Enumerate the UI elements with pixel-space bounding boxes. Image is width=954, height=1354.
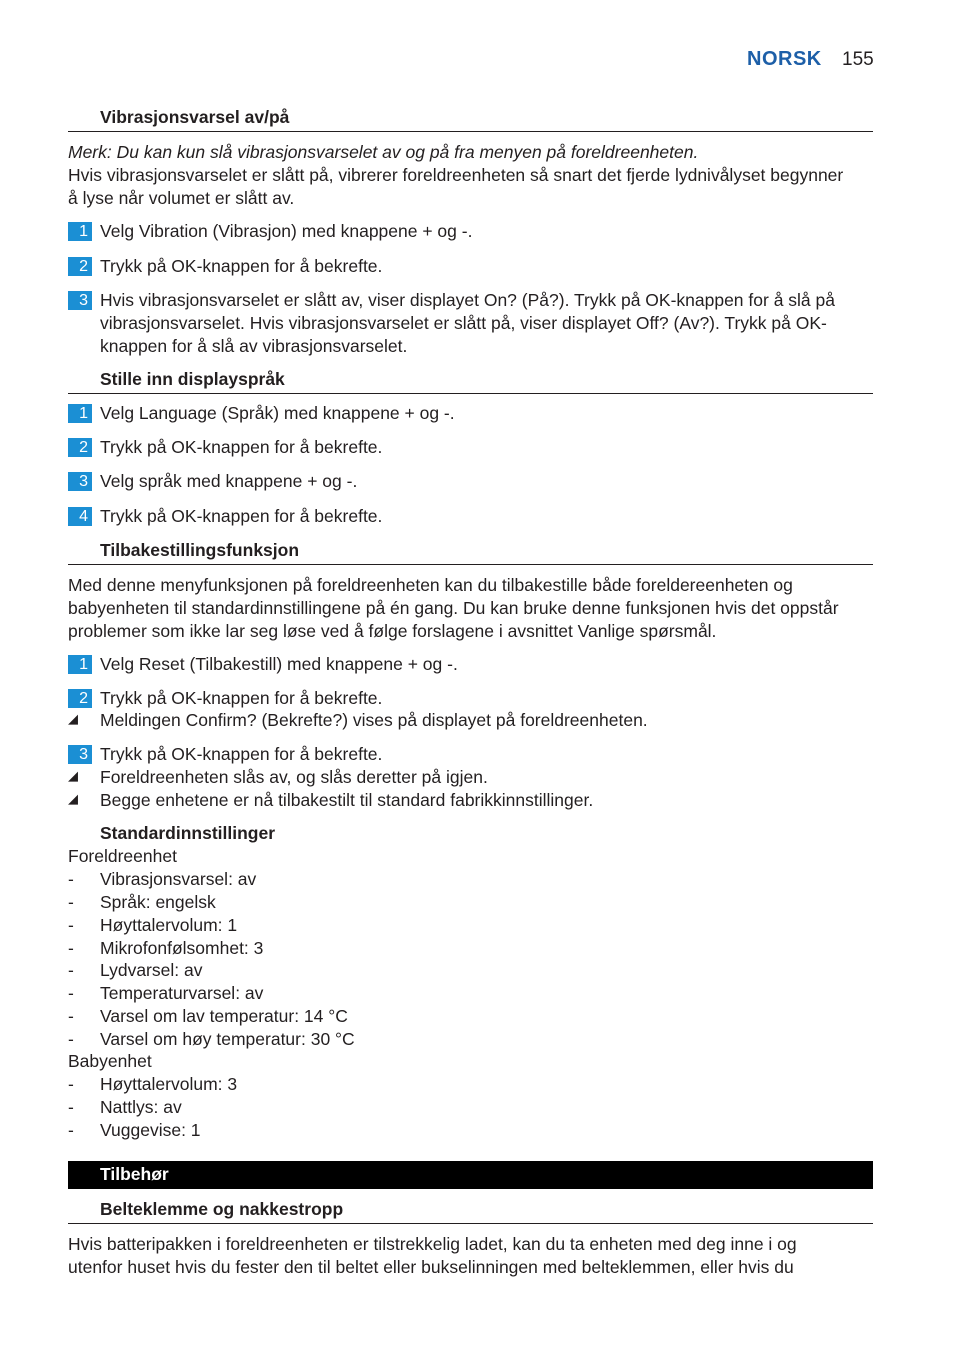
result-text: Meldingen Confirm? (Bekrefte?) vises på displayet på foreldreenheten. <box>100 710 648 730</box>
dash-marker: - <box>68 1074 74 1094</box>
vibration-intro <box>68 141 873 210</box>
dash-marker: - <box>68 960 74 980</box>
step-number: 4 <box>68 507 92 526</box>
list-item-text: Vibrasjonsvarsel: av <box>100 869 257 889</box>
step-number: 2 <box>68 689 92 708</box>
triangle-bullet-icon: ◢ <box>68 711 78 726</box>
triangle-bullet-icon: ◢ <box>68 768 78 783</box>
section-title-belt-clip: Belteklemme og nakkestropp <box>100 1199 344 1219</box>
intro-line: utenfor huset hvis du fester den til beltet eller bukselinningen med belteklemmen, eller hvis du <box>68 1257 794 1277</box>
accessories-intro <box>68 1233 873 1279</box>
step-text: Hvis vibrasjonsvarselet er slått av, viser displayet On? (På?). Trykk på OK-knappen for å slå på <box>100 290 835 310</box>
dash-marker: - <box>68 1120 74 1140</box>
step-text: Velg Reset (Tilbakestill) med knappene + og -. <box>100 654 458 674</box>
baby-unit-label: Babyenhet <box>68 1051 152 1071</box>
list-item-text: Varsel om lav temperatur: 14 °C <box>100 1006 348 1026</box>
reset-intro <box>68 574 873 643</box>
step-text: knappen for å slå av vibrasjonsvarselet. <box>100 336 408 356</box>
list-item-text: Vuggevise: 1 <box>100 1120 201 1140</box>
step-text: Velg Language (Språk) med knappene + og -. <box>100 403 455 423</box>
step-text: Trykk på OK-knappen for å bekrefte. <box>100 744 383 764</box>
dash-marker: - <box>68 869 74 889</box>
list-item-text: Høyttalervolum: 3 <box>100 1074 238 1094</box>
intro-line: Hvis vibrasjonsvarselet er slått på, vibrerer foreldreenheten så snart det fjerde lydnivålyset begynner <box>68 165 844 185</box>
result-text: Foreldreenheten slås av, og slås deretter på igjen. <box>100 767 488 787</box>
list-item-text: Høyttalervolum: 1 <box>100 915 238 935</box>
dash-marker: - <box>68 983 74 1003</box>
step-text: vibrasjonsvarselet. Hvis vibrasjonsvarselet er slått på, viser displayet Off? (Av?). Trykk på OK- <box>100 313 827 333</box>
step-number: 2 <box>68 257 92 276</box>
intro-line: å lyse når volumet er slått av. <box>68 188 295 208</box>
section-rule <box>68 1223 873 1224</box>
parent-unit-label: Foreldreenhet <box>68 846 177 866</box>
chapter-title: Tilbehør <box>100 1164 169 1184</box>
dash-marker: - <box>68 1006 74 1026</box>
dash-marker: - <box>68 915 74 935</box>
list-item-text: Nattlys: av <box>100 1097 182 1117</box>
page-number: 155 <box>842 49 874 70</box>
list-item-text: Temperaturvarsel: av <box>100 983 264 1003</box>
dash-marker: - <box>68 1097 74 1117</box>
list-item-text: Varsel om høy temperatur: 30 °C <box>100 1029 355 1049</box>
step-number: 3 <box>68 472 92 491</box>
intro-line: Med denne menyfunksjonen på foreldreenheten kan du tilbakestille både foreldereenheten og <box>68 575 793 595</box>
step-number: 1 <box>68 655 92 674</box>
chapter-band <box>68 1161 873 1189</box>
step-text: Trykk på OK-knappen for å bekrefte. <box>100 506 383 526</box>
step-number: 3 <box>68 291 92 310</box>
dash-marker: - <box>68 892 74 912</box>
section-title-vibration: Vibrasjonsvarsel av/på <box>100 107 290 127</box>
section-rule <box>68 131 873 132</box>
intro-line: babyenheten til standardinnstillingene på én gang. Du kan bruke denne funksjonen hvis det oppstår <box>68 598 839 618</box>
section-title-language: Stille inn displayspråk <box>100 369 285 389</box>
step-text: Trykk på OK-knappen for å bekrefte. <box>100 688 383 708</box>
list-item-text: Mikrofonfølsomhet: 3 <box>100 938 264 958</box>
step-text: Trykk på OK-knappen for å bekrefte. <box>100 437 383 457</box>
section-title-reset: Tilbakestillingsfunksjon <box>100 540 300 560</box>
step-text: Velg Vibration (Vibrasjon) med knappene + og -. <box>100 221 473 241</box>
list-item-text: Lydvarsel: av <box>100 960 203 980</box>
section-title-defaults: Standardinnstillinger <box>100 823 276 843</box>
dash-marker: - <box>68 1029 74 1049</box>
list-item-text: Språk: engelsk <box>100 892 216 912</box>
result-text: Begge enhetene er nå tilbakestilt til standard fabrikkinnstillinger. <box>100 790 594 810</box>
step-text: Trykk på OK-knappen for å bekrefte. <box>100 256 383 276</box>
step-number: 2 <box>68 438 92 457</box>
section-rule <box>68 564 873 565</box>
section-rule <box>68 393 873 394</box>
header-language: NORSK <box>747 48 822 70</box>
vibration-note: Merk: Du kan kun slå vibrasjonsvarselet av og på fra menyen på foreldreenheten. <box>68 142 699 162</box>
intro-line: Hvis batteripakken i foreldreenheten er tilstrekkelig ladet, kan du ta enheten med deg inne i og <box>68 1234 797 1254</box>
step-number: 3 <box>68 745 92 764</box>
intro-line: problemer som ikke lar seg løse ved å følge forslagene i avsnittet Vanlige spørsmål. <box>68 621 717 641</box>
step-number: 1 <box>68 404 92 423</box>
step-number: 1 <box>68 222 92 241</box>
step-text: Velg språk med knappene + og -. <box>100 471 358 491</box>
triangle-bullet-icon: ◢ <box>68 791 78 806</box>
dash-marker: - <box>68 938 74 958</box>
